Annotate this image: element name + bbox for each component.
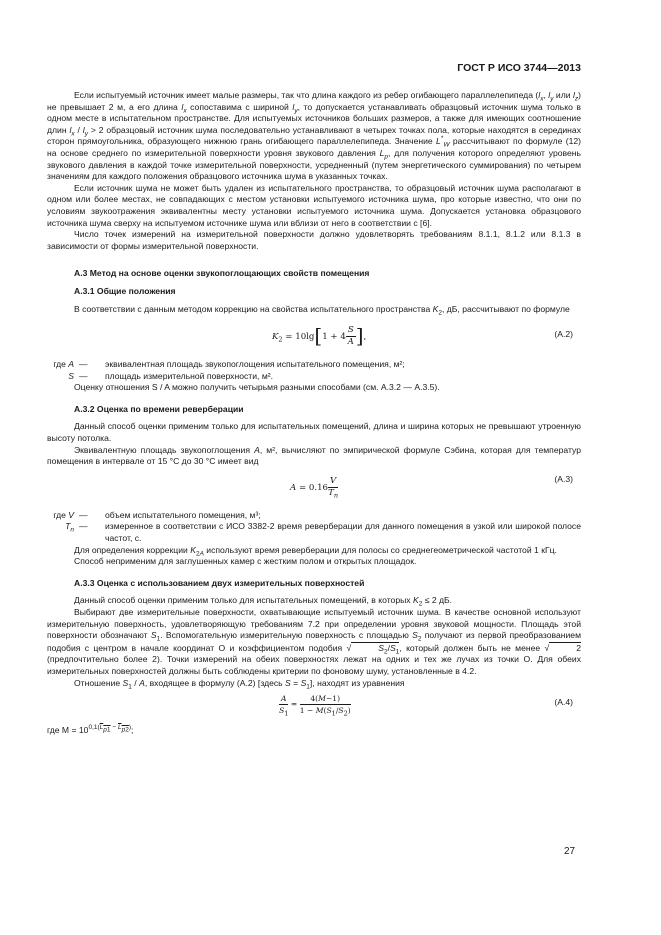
formula-a2 <box>47 315 581 359</box>
section-a33-title: А.3.3 Оценка с использованием двух измерительных поверхностей <box>74 577 365 588</box>
paragraph-11: Выбирают две измерительные поверхности, охватывающие испытуемый источник шума. В качестве основной используют измерительную поверхность, удовлетворяющую требованиям 7.2 при определении уровня звуковой мощности. Площадь этой поверхности обозначают $S_1$. Вспомогательную измерительную поверхность с площадью $S_2$ получают из первой преобразованием подобия с центром в начале координат О и коэффициентом подобия √ $S_2/S_1$, который должен быть не менее √ 2 (предпочтительно более 2). Точки измерений на обеих поверхностях лежат на одних и тех же лучах из точки О. Для обеих измерительных поверхностей должны быть соблюдены критерии по фоновому шуму, установленные в 4.2. <box>47 607 581 676</box>
formula-a3-number: (А.3) <box>554 473 573 484</box>
paragraph-2: Если источник шума не может быть удален из испытательного пространства, то образцовый источник шума располагают в одном или более местах, не совпадающих с местом установки испытуемого источника шума, про которые известно, что они по условиям звукоотражения эквивалентны месту установки испытуемого источника шума. Допускается установка образцового источника шума сверху на испытуемом источнике шума или вблизи от него в соответствии с [6]. <box>47 182 581 228</box>
definition-A: где A — эквивалентная площадь звукопоглощения испытательного помещения, м²; <box>53 359 405 370</box>
formula-a4-number: (А.4) <box>554 697 573 708</box>
definition-V: где V — объем испытательного помещения, м³; <box>53 509 261 520</box>
paragraph-4: В соответствии с данным методом коррекцию на свойства испытательного пространства $K_2$, дБ, рассчитывают по формуле <box>74 303 570 317</box>
page-number: 27 <box>564 846 576 857</box>
formula-a2-number: (А.2) <box>554 329 573 340</box>
section-a3-title: А.3 Метод на основе оценки звукопоглощающих свойств помещения <box>74 268 370 279</box>
formula-a4 <box>47 689 581 725</box>
formula-a2-expression: $K_2 = 10\lg[1 + 4$ $\frac{S}{A}$ ], <box>272 323 367 348</box>
definition-S: S — площадь измерительной поверхности, м². <box>68 370 273 381</box>
document-body <box>47 90 581 737</box>
formula-a3-expression: A = 0.16 $\frac{V}{T_n}$ <box>290 475 339 500</box>
section-a32-title: А.3.2 Оценка по времени реверберации <box>74 403 244 414</box>
formula-a3 <box>47 468 581 510</box>
paragraph-5: Оценку отношения S / A можно получить четырьмя разными способами (см. А.3.2 — А.3.5). <box>74 382 440 393</box>
definitions-a2 <box>47 359 581 382</box>
paragraph-1: Если испытуемый источник имеет малые размеры, так что длина каждого из ребер огибающего параллелепипеда ($l_x$, $l_y$ или $l_z$) не превышает 2 м, а его длина $l_x$ сопоставима с шириной $l_y$, то допускается устанавливать образцовый источник шума только в одном месте в испытательном пространстве. Для испытуемых источников больших размеров, а также для имеющих соотношение длин $l_x / l_y > 2$ образцовый источник шума последовательно устанавливают в четырех точках пола, которые находятся в серединах сторон прямоугольника, образующего нижнюю грань огибающего параллелепипеда. Значение $L^*_W$ рассчитывают по формуле (12) на основе среднего по измерительной поверхности уровня звукового давления $L_p$, для получения которого определяют уровень звукового давления в каждой точке измерительной поверхности, усредненный (путем энергетического суммирования) по четырем значениям для каждого положения образцового источника шума в указанных точках. <box>47 90 581 182</box>
formula-a4-expression: $\frac{A}{S_1}$ = $\frac{4(M-1)}{1 - M(S_1/S_2)}$ <box>279 694 351 718</box>
paragraph-7: Эквивалентную площадь звукопоглощения A, м², вычисляют по эмпирической формуле Сэбина, которая для температур помещения в интервале от 15 °С до 30 °С имеет вид <box>47 444 581 467</box>
definition-Tn: $T_n$ — измеренное в соответствии с ИСО 3382-2 время реверберации для данного помещения в узкой или широкой полосе частот, с. <box>65 521 581 544</box>
paragraph-last: где $M = 10^{0,1(L_{p1} - L_{p2})}$; <box>47 724 134 736</box>
paragraph-9: Способ неприменим для заглушенных камер с жестким полом и открытых площадок. <box>74 556 417 567</box>
paragraph-10: Данный способ оценки применим только для испытательных помещений, в которых $K_2 \le 2$ дБ. <box>74 595 453 609</box>
paragraph-3: Число точек измерений на измерительной поверхности должно удовлетворять требованиям 8.1.1, 8.1.2 или 8.1.3 в зависимости от формы измерительной поверхности. <box>47 229 581 251</box>
section-a31-title: А.3.1 Общие положения <box>74 285 176 296</box>
definitions-a3 <box>47 510 581 545</box>
paragraph-12: Отношение $S_1$ / A, входящее в формулу (А.2) [здесь $S = S_1$], находят из уравнения <box>74 677 405 691</box>
document-header: ГОСТ Р ИСО 3744—2013 <box>457 62 581 74</box>
paragraph-6: Данный способ оценки применим только для испытательных помещений, длина и ширина которых не превышают утроенную высоту потолка. <box>47 421 581 444</box>
paragraph-8: Для определения коррекции $K_{2A}$ используют время реверберации для полосы со среднегеометрической частотой 1 кГц. <box>74 544 557 558</box>
